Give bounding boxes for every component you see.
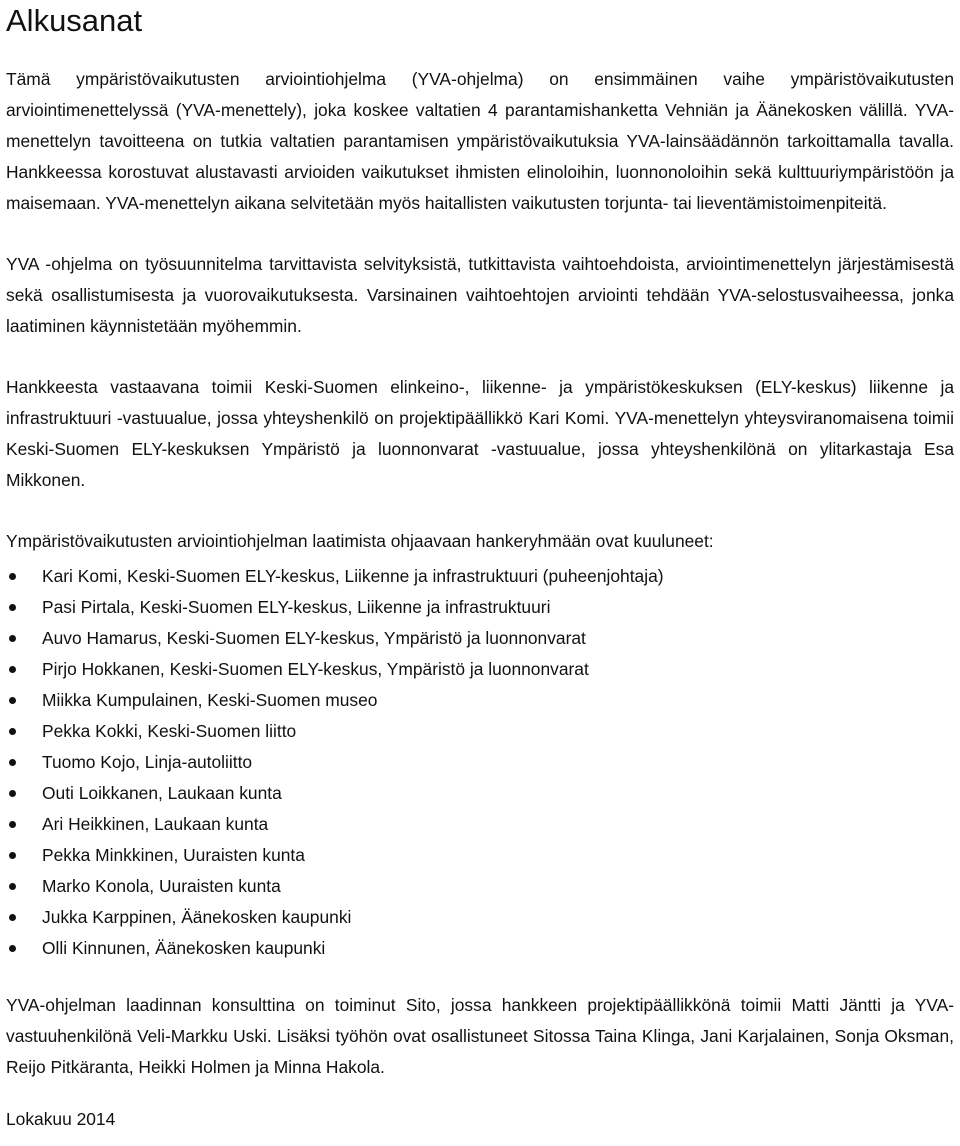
list-item-text: Auvo Hamarus, Keski-Suomen ELY-keskus, Ympäristö ja luonnonvarat — [42, 628, 586, 648]
bullet-icon — [9, 573, 16, 580]
list-item-text: Pirjo Hokkanen, Keski-Suomen ELY-keskus, Ympäristö ja luonnonvarat — [42, 659, 589, 679]
bullet-icon — [9, 821, 16, 828]
bullet-icon — [9, 635, 16, 642]
program-paragraph: YVA -ohjelma on työsuunnitelma tarvittavista selvityksistä, tutkittavista vaihtoehdoista, arviointimenettelyn järjestämisestä sekä osallistumisesta ja vuorovaikutuksesta. Varsinainen vaihtoehtojen arviointi tehdään YVA-selostusvaiheessa, jonka laatiminen käynnistetään myöhemmin. — [6, 254, 954, 336]
consultant-paragraph: YVA-ohjelman laadinnan konsulttina on toiminut Sito, jossa hankkeen projektipäällikkönä toimii Matti Jäntti ja YVA-vastuuhenkilönä Veli-Markku Uski. Lisäksi työhön ovat osallistuneet Sitossa Taina Klinga, Jani Karjalainen, Sonja Oksman, Reijo Pitkäranta, Heikki Holmen ja Minna Hakola. — [6, 995, 954, 1077]
list-item-text: Miikka Kumpulainen, Keski-Suomen museo — [42, 690, 378, 710]
project-group-intro: Ympäristövaikutusten arviointiohjelman laatimista ohjaavaan hankeryhmään ovat kuuluneet: — [6, 531, 714, 551]
list-item — [6, 933, 954, 964]
bullet-icon — [9, 914, 16, 921]
list-item — [6, 747, 954, 778]
document-date: Lokakuu 2014 — [6, 1109, 116, 1129]
list-item — [6, 902, 954, 933]
list-item — [6, 623, 954, 654]
list-item — [6, 561, 954, 592]
responsible-party-paragraph: Hankkeesta vastaavana toimii Keski-Suomen elinkeino-, liikenne- ja ympäristökeskuksen (ELY-keskus) liikenne ja infrastruktuuri -vastuualue, jossa yhteyshenkilö on projektipäällikkö Kari Komi. YVA-menettelyn yhteysviranomaisena toimii Keski-Suomen ELY-keskuksen Ympäristö ja luonnonvarat -vastuualue, jossa yhteyshenkilönä on ylitarkastaja Esa Mikkonen. — [6, 377, 954, 490]
list-item — [6, 871, 954, 902]
list-item — [6, 685, 954, 716]
bullet-icon — [9, 604, 16, 611]
page-title: Alkusanat — [6, 3, 143, 38]
list-item-text: Ari Heikkinen, Laukaan kunta — [42, 814, 269, 834]
bullet-icon — [9, 697, 16, 704]
project-group-list — [6, 561, 954, 964]
list-item — [6, 592, 954, 623]
bullet-icon — [9, 883, 16, 890]
list-item — [6, 654, 954, 685]
bullet-icon — [9, 759, 16, 766]
list-item — [6, 840, 954, 871]
bullet-icon — [9, 790, 16, 797]
list-item-text: Pekka Minkkinen, Uuraisten kunta — [42, 845, 305, 865]
bullet-icon — [9, 852, 16, 859]
bullet-icon — [9, 728, 16, 735]
list-item-text: Pekka Kokki, Keski-Suomen liitto — [42, 721, 297, 741]
list-item — [6, 778, 954, 809]
document-page — [6, 0, 954, 1133]
list-item — [6, 809, 954, 840]
list-item-text: Olli Kinnunen, Äänekosken kaupunki — [42, 938, 326, 958]
intro-paragraph: Tämä ympäristövaikutusten arviointiohjelma (YVA-ohjelma) on ensimmäinen vaihe ympäristövaikutusten arviointimenettelyssä (YVA-menettely), joka koskee valtatien 4 parantamishanketta Vehniän ja Äänekosken välillä. YVA-menettelyn tavoitteena on tutkia valtatien parantamisen ympäristövaikutuksia YVA-​lainsäädännön tarkoittamalla tavalla. Hankkeessa korostuvat alustavasti arvioiden vaikutukset ihmisten elinoloihin, luonnonoloihin sekä kulttuuriympäristöön ja maisemaan. YVA-menettelyn aikana selvitetään myös haitallisten vaikutusten torjunta- tai lieventämistoimenpiteitä. — [6, 69, 954, 213]
list-item-text: Pasi Pirtala, Keski-Suomen ELY-keskus, Liikenne ja infrastruktuuri — [42, 597, 551, 617]
list-item-text: Jukka Karppinen, Äänekosken kaupunki — [42, 907, 352, 927]
list-item — [6, 716, 954, 747]
bullet-icon — [9, 945, 16, 952]
list-item-text: Outi Loikkanen, Laukaan kunta — [42, 783, 282, 803]
list-item-text: Kari Komi, Keski-Suomen ELY-keskus, Liikenne ja infrastruktuuri (puheenjohtaja) — [42, 566, 664, 586]
list-item-text: Tuomo Kojo, Linja-autoliitto — [42, 752, 253, 772]
list-item-text: Marko Konola, Uuraisten kunta — [42, 876, 281, 896]
bullet-icon — [9, 666, 16, 673]
